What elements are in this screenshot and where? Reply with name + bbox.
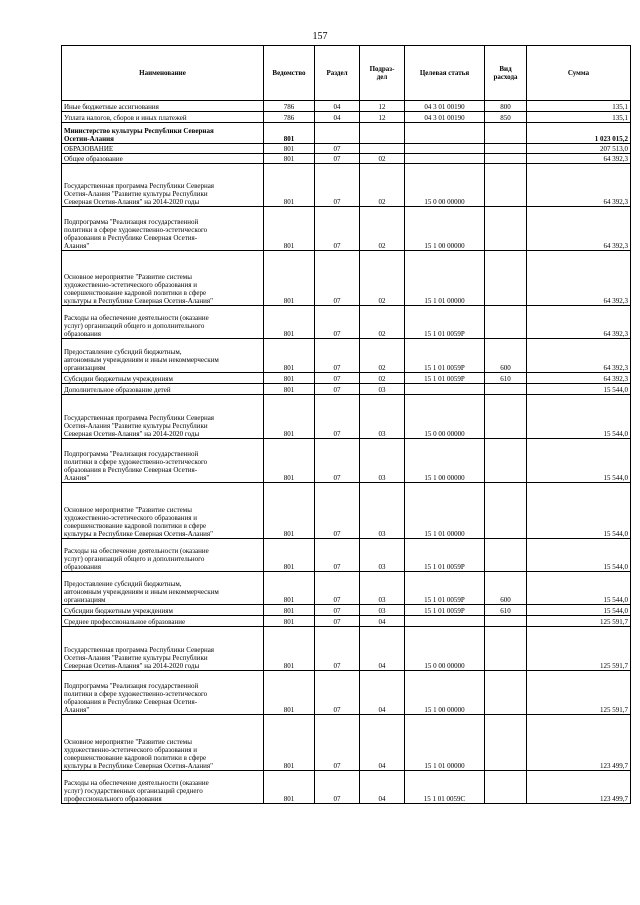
cell-target-article: [405, 144, 485, 154]
cell-department: 801: [264, 339, 315, 373]
cell-sum: 135,1: [527, 112, 631, 123]
cell-subsection: 02: [360, 339, 405, 373]
cell-section: 07: [315, 483, 360, 539]
cell-name: Расходы на обеспечение деятельности (оказание услуг) государственных организаций среднего профессионального образования: [62, 771, 264, 804]
cell-subsection: 04: [360, 771, 405, 804]
cell-name: ОБРАЗОВАНИЕ: [62, 144, 264, 154]
cell-target-article: [405, 384, 485, 395]
cell-sum: 207 513,0: [527, 144, 631, 154]
cell-sum: 123 499,7: [527, 771, 631, 804]
cell-expense-type: [485, 616, 527, 627]
cell-section: 07: [315, 439, 360, 483]
cell-subsection: 04: [360, 715, 405, 771]
cell-expense-type: [485, 207, 527, 251]
cell-sum: 135,1: [527, 101, 631, 112]
cell-section: 07: [315, 251, 360, 306]
cell-expense-type: [485, 306, 527, 339]
cell-sum: 64 392,3: [527, 306, 631, 339]
cell-section: 07: [315, 539, 360, 572]
cell-target-article: 15 0 00 00000: [405, 164, 485, 207]
page-number: 157: [312, 31, 328, 42]
cell-name: Государственная программа Республики Северная Осетия-Алания "Развитие культуры Республики Северная Осетия-Алания" на 2014-2020 годы: [62, 627, 264, 671]
cell-subsection: 04: [360, 616, 405, 627]
cell-section: 07: [315, 339, 360, 373]
cell-section: 07: [315, 572, 360, 605]
cell-expense-type: 610: [485, 373, 527, 384]
header-target-article: Целевая статья: [405, 46, 485, 101]
cell-expense-type: 600: [485, 572, 527, 605]
table-row: [62, 395, 631, 439]
cell-target-article: [405, 154, 485, 164]
cell-sum: 125 591,7: [527, 671, 631, 715]
cell-name: Дополнительное образование детей: [62, 384, 264, 395]
table-row: [62, 483, 631, 539]
header-expense-type: Вид расхода: [485, 46, 527, 101]
table-row: [62, 616, 631, 627]
cell-expense-type: 600: [485, 339, 527, 373]
cell-subsection: 02: [360, 373, 405, 384]
cell-name: Подпрограмма "Реализация государственной политики в сфере художественно-эстетического образования в Республике Северная Осетия- Алания": [62, 207, 264, 251]
cell-target-article: 15 1 01 00000: [405, 715, 485, 771]
cell-subsection: 03: [360, 483, 405, 539]
cell-name: Основное мероприятие "Развитие системы художественно-эстетического образования и совершенствование кадровой политики в сфере культуры в Республике Северная Осетия-Алания": [62, 251, 264, 306]
cell-sum: 64 392,3: [527, 207, 631, 251]
table-row: [62, 373, 631, 384]
header-subsection: Подраз- дел: [360, 46, 405, 101]
table-row: [62, 605, 631, 616]
cell-name: Министерство культуры Республики Северная Осетии-Алания: [62, 123, 264, 144]
cell-expense-type: [485, 144, 527, 154]
cell-subsection: 12: [360, 112, 405, 123]
cell-name: Уплата налогов, сборов и иных платежей: [62, 112, 264, 123]
cell-expense-type: [485, 439, 527, 483]
cell-target-article: 15 1 01 00000: [405, 483, 485, 539]
table-row: [62, 572, 631, 605]
cell-subsection: 02: [360, 207, 405, 251]
cell-subsection: 03: [360, 572, 405, 605]
cell-department: 801: [264, 251, 315, 306]
table-row: [62, 164, 631, 207]
cell-subsection: 03: [360, 384, 405, 395]
cell-expense-type: [485, 164, 527, 207]
cell-expense-type: 800: [485, 101, 527, 112]
cell-section: 07: [315, 771, 360, 804]
cell-department: 786: [264, 112, 315, 123]
cell-expense-type: [485, 154, 527, 164]
table-row: [62, 671, 631, 715]
cell-target-article: 15 1 00 00000: [405, 671, 485, 715]
cell-sum: 1 023 015,2: [527, 123, 631, 144]
cell-name: Среднее профессиональное образование: [62, 616, 264, 627]
cell-department: 801: [264, 616, 315, 627]
table-row: [62, 154, 631, 164]
cell-subsection: 02: [360, 306, 405, 339]
cell-section: 07: [315, 715, 360, 771]
cell-section: 07: [315, 616, 360, 627]
table-row: [62, 144, 631, 154]
cell-name: Субсидии бюджетным учреждениям: [62, 605, 264, 616]
cell-name: Основное мероприятие "Развитие системы художественно-эстетического образования и совершенствование кадровой политики в сфере культуры в Республике Северная Осетия-Алания": [62, 715, 264, 771]
cell-expense-type: [485, 483, 527, 539]
cell-subsection: 02: [360, 251, 405, 306]
cell-expense-type: 850: [485, 112, 527, 123]
table-row: [62, 715, 631, 771]
cell-expense-type: [485, 384, 527, 395]
cell-subsection: 03: [360, 539, 405, 572]
cell-department: 801: [264, 715, 315, 771]
cell-subsection: 02: [360, 154, 405, 164]
cell-sum: 15 544,0: [527, 605, 631, 616]
cell-section: 07: [315, 671, 360, 715]
header-section: Раздел: [315, 46, 360, 101]
cell-subsection: 04: [360, 627, 405, 671]
cell-subsection: 03: [360, 605, 405, 616]
budget-table: [61, 45, 631, 804]
cell-sum: 15 544,0: [527, 483, 631, 539]
table-row: [62, 439, 631, 483]
cell-target-article: 15 1 01 0059Р: [405, 539, 485, 572]
cell-target-article: 15 1 01 0059С: [405, 771, 485, 804]
cell-name: Иные бюджетные ассигнования: [62, 101, 264, 112]
table-row: [62, 384, 631, 395]
cell-target-article: 15 1 01 0059Р: [405, 373, 485, 384]
cell-target-article: 15 1 01 0059Р: [405, 306, 485, 339]
cell-sum: 15 544,0: [527, 539, 631, 572]
header-department: Ведомство: [264, 46, 315, 101]
cell-department: 801: [264, 154, 315, 164]
table-row: [62, 207, 631, 251]
cell-target-article: 15 1 01 0059Р: [405, 339, 485, 373]
table-row: [62, 539, 631, 572]
cell-department: 801: [264, 572, 315, 605]
cell-sum: 123 499,7: [527, 715, 631, 771]
cell-department: 801: [264, 539, 315, 572]
cell-department: 801: [264, 483, 315, 539]
cell-section: 07: [315, 207, 360, 251]
cell-name: Предоставление субсидий бюджетным, автономным учреждениям и иным некоммерческим организациям: [62, 572, 264, 605]
cell-section: 07: [315, 164, 360, 207]
cell-section: 07: [315, 395, 360, 439]
cell-section: 07: [315, 144, 360, 154]
cell-subsection: [360, 123, 405, 144]
cell-sum: 15 544,0: [527, 439, 631, 483]
cell-name: Основное мероприятие "Развитие системы художественно-эстетического образования и совершенствование кадровой политики в сфере культуры в Республике Северная Осетия-Алания": [62, 483, 264, 539]
cell-expense-type: 610: [485, 605, 527, 616]
cell-sum: 125 591,7: [527, 627, 631, 671]
cell-section: 07: [315, 373, 360, 384]
table-row: [62, 112, 631, 123]
cell-name: Субсидии бюджетным учреждениям: [62, 373, 264, 384]
cell-subsection: 03: [360, 395, 405, 439]
cell-section: 07: [315, 384, 360, 395]
table-row: [62, 123, 631, 144]
cell-expense-type: [485, 395, 527, 439]
cell-expense-type: [485, 771, 527, 804]
cell-sum: 64 392,3: [527, 154, 631, 164]
cell-name: Подпрограмма "Реализация государственной политики в сфере художественно-эстетического образования в Республике Северная Осетия- Алания": [62, 671, 264, 715]
cell-name: Подпрограмма "Реализация государственной политики в сфере художественно-эстетического образования в Республике Северная Осетия- Алания": [62, 439, 264, 483]
cell-subsection: [360, 144, 405, 154]
cell-section: 04: [315, 112, 360, 123]
cell-sum: 64 392,3: [527, 164, 631, 207]
cell-name: Расходы на обеспечение деятельности (оказание услуг) организаций общего и дополнительного образования: [62, 306, 264, 339]
cell-name: Общее образование: [62, 154, 264, 164]
cell-expense-type: [485, 715, 527, 771]
cell-department: 801: [264, 627, 315, 671]
cell-department: 801: [264, 373, 315, 384]
cell-department: 801: [264, 771, 315, 804]
cell-name: Государственная программа Республики Северная Осетия-Алания "Развитие культуры Республики Северная Осетия-Алания" на 2014-2020 годы: [62, 395, 264, 439]
header-sum: Сумма: [527, 46, 631, 101]
cell-section: 07: [315, 605, 360, 616]
table-row: [62, 771, 631, 804]
cell-department: 801: [264, 395, 315, 439]
cell-department: 801: [264, 671, 315, 715]
cell-expense-type: [485, 251, 527, 306]
cell-target-article: [405, 123, 485, 144]
cell-sum: 15 544,0: [527, 395, 631, 439]
cell-department: 801: [264, 207, 315, 251]
cell-target-article: 15 1 00 00000: [405, 207, 485, 251]
cell-subsection: 02: [360, 164, 405, 207]
table-row: [62, 251, 631, 306]
cell-department: 801: [264, 384, 315, 395]
cell-expense-type: [485, 539, 527, 572]
cell-expense-type: [485, 627, 527, 671]
cell-target-article: 15 1 01 00000: [405, 251, 485, 306]
cell-sum: 15 544,0: [527, 572, 631, 605]
cell-section: 04: [315, 101, 360, 112]
cell-subsection: 12: [360, 101, 405, 112]
cell-department: 801: [264, 164, 315, 207]
cell-target-article: 15 1 01 0059Р: [405, 605, 485, 616]
header-name: Наименование: [62, 46, 264, 101]
cell-department: 801: [264, 306, 315, 339]
cell-target-article: 15 1 00 00000: [405, 439, 485, 483]
cell-department: 801: [264, 144, 315, 154]
table-row: [62, 339, 631, 373]
cell-sum: 64 392,3: [527, 373, 631, 384]
cell-target-article: 15 0 00 00000: [405, 627, 485, 671]
cell-department: 801: [264, 439, 315, 483]
cell-target-article: [405, 616, 485, 627]
table-row: [62, 306, 631, 339]
table-header-row: [62, 46, 631, 101]
cell-target-article: 04 3 01 00190: [405, 112, 485, 123]
cell-name: Расходы на обеспечение деятельности (оказание услуг) организаций общего и дополнительного образования: [62, 539, 264, 572]
cell-section: 07: [315, 306, 360, 339]
cell-department: 786: [264, 101, 315, 112]
cell-target-article: 15 1 01 0059Р: [405, 572, 485, 605]
cell-subsection: 03: [360, 439, 405, 483]
table-row: [62, 627, 631, 671]
cell-target-article: 15 0 00 00000: [405, 395, 485, 439]
cell-subsection: 04: [360, 671, 405, 715]
cell-department: 801: [264, 605, 315, 616]
cell-sum: 64 392,3: [527, 251, 631, 306]
cell-sum: 64 392,3: [527, 339, 631, 373]
cell-expense-type: [485, 123, 527, 144]
cell-section: 07: [315, 154, 360, 164]
cell-department: 801: [264, 123, 315, 144]
cell-name: Предоставление субсидий бюджетным, автономным учреждениям и иным некоммерческим организациям: [62, 339, 264, 373]
table-row: [62, 101, 631, 112]
cell-section: 07: [315, 627, 360, 671]
cell-sum: 125 591,7: [527, 616, 631, 627]
cell-name: Государственная программа Республики Северная Осетия-Алания "Развитие культуры Республики Северная Осетия-Алания" на 2014-2020 годы: [62, 164, 264, 207]
cell-target-article: 04 3 01 00190: [405, 101, 485, 112]
cell-expense-type: [485, 671, 527, 715]
cell-section: [315, 123, 360, 144]
cell-sum: 15 544,0: [527, 384, 631, 395]
